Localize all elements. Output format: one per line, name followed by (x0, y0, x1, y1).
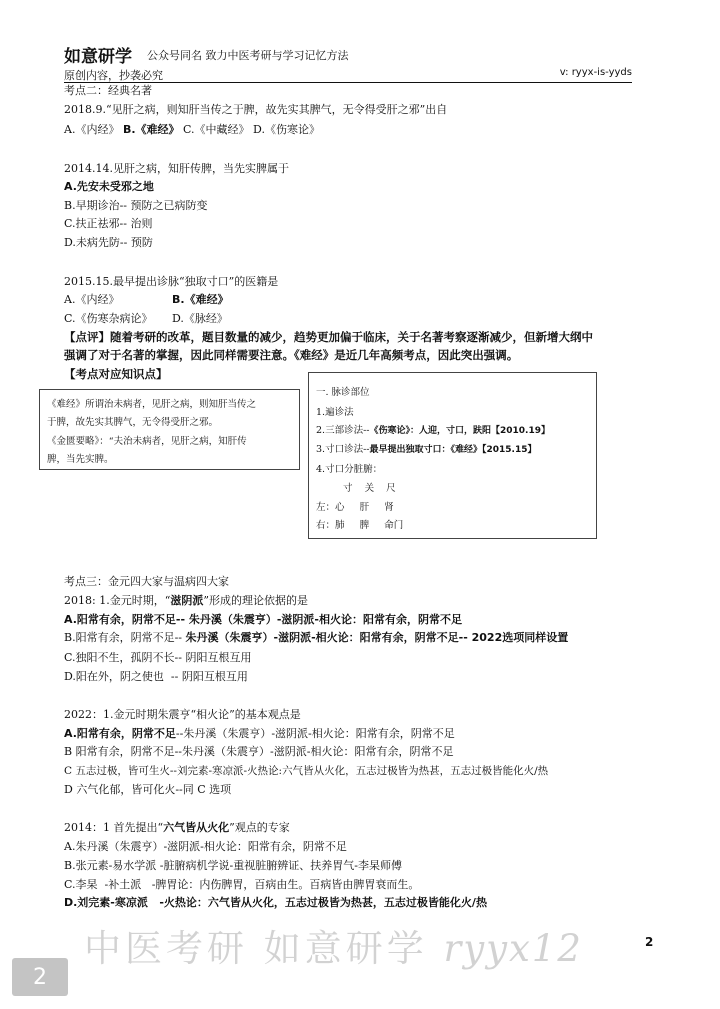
s3-q2014-stem (64, 821, 290, 835)
q2014-option-c: C.扶正祛邪-- 治则 (64, 217, 153, 230)
box-right-line-2 (316, 422, 550, 436)
s3-q2022-option-c: C 五志过极，皆可生火--刘完素-寒凉派-火热论:六气皆从火化，五志过极皆为热甚，五志过极皆能化火/热 (64, 765, 549, 777)
header-slogan: 公众号同名 致力中医考研与学习记忆方法 (147, 49, 349, 62)
box-left-line-4: 脾，当先实脾。 (47, 454, 114, 465)
s3-q2022-option-d: D 六气化郁，皆可化火--同 C 选项 (64, 783, 232, 796)
s3-q2018-option-b (64, 631, 568, 645)
box-right-line-2-label: 2.三部诊法-- (316, 425, 370, 436)
box-left-line-1: 《难经》所谓治未病者，见肝之病，则知肝当传之 (47, 399, 257, 410)
s3-q2014-option-a: A.朱丹溪（朱震亨）-滋阴派-相火论：阳常有余，阴常不足 (64, 840, 347, 853)
q2014-stem: 2014.14.见肝之病，知肝传脾，当先实脾属于 (64, 162, 289, 175)
knowledge-title: 【考点对应知识点】 (64, 367, 168, 381)
header-brand: 如意研学 (64, 47, 132, 67)
s3-q2022-option-b: B 阳常有余，阴常不足--朱丹溪（朱震亨）-滋阴派-相火论：阳常有余，阴常不足 (64, 745, 454, 758)
q2018-option-cd: C.《中藏经》 D.《伤寒论》 (183, 123, 320, 136)
s3-q2014-option-b: B.张元素-易水学派 -脏腑病机学说-重视脏腑辨证、扶养胃气-李杲师傅 (64, 859, 402, 872)
box-right-row-left: 左：心 肝 肾 (316, 502, 394, 513)
s3-q2018-stem-post: ”形成的理论依据的是 (203, 594, 308, 607)
header-rule (64, 82, 632, 83)
q2014-option-b: B.早期诊治-- 预防之已病防变 (64, 199, 208, 212)
box-right-line-3 (316, 441, 536, 455)
s3-q2018-option-a: A.阳常有余，阴常不足-- 朱丹溪（朱震亨）-滋阴派-相火论：阳常有余，阴常不足 (64, 613, 462, 626)
q2015-stem: 2015.15.最早提出诊脉“独取寸口”的医籍是 (64, 275, 279, 288)
box-right-title: 一. 脉诊部位 (316, 387, 370, 398)
s3-q2022-option-a-bold: A.阳常有余，阴常不足 (64, 727, 176, 740)
s3-q2014-stem-pre: 2014：1 首先提出“ (64, 821, 164, 834)
s3-q2018-stem-bold: 滋阴派 (170, 594, 204, 607)
header-original-notice: 原创内容，抄袭必究 (64, 69, 163, 82)
knowledge-box-right (308, 372, 597, 539)
box-right-line-3-detail: 最早提出独取寸口：《难经》【2015.15】 (369, 445, 537, 455)
comment-paragraph (64, 328, 654, 364)
q2015-option-a: A.《内经》 (64, 293, 120, 306)
box-right-line-4: 4.寸口分脏腑： (316, 464, 383, 475)
knowledge-box-left (39, 389, 300, 470)
q2018-options (64, 123, 320, 137)
box-right-row-positions: 寸 关 尺 (343, 483, 396, 494)
section3-title: 考点三：金元四大家与温病四大家 (64, 575, 229, 588)
s3-q2014-option-d: D.刘完素-寒凉派 -火热论：六气皆从火化，五志过极皆为热甚，五志过极皆能化火/热 (64, 896, 487, 909)
page-number: 2 (645, 935, 654, 949)
s3-q2022-stem: 2022：1.金元时期朱震亨“相火论”的基本观点是 (64, 708, 301, 721)
q2014-option-a: A.先安未受邪之地 (64, 180, 154, 193)
s3-q2022-option-a-rest: --朱丹溪（朱震亨）-滋阴派-相火论：阳常有余，阴常不足 (175, 727, 455, 740)
box-right-line-1: 1.遍诊法 (316, 407, 354, 418)
box-left-line-3: 《金匮要略》：“夫治未病者，见肝之病，知肝传 (47, 436, 247, 447)
s3-q2018-option-c: C.独阳不生，孤阴不长-- 阴阳互根互用 (64, 651, 252, 664)
s3-q2022-option-a (64, 727, 455, 741)
footer-watermark-latin: ryyx12 (443, 927, 583, 970)
q2018-option-a: A.《内经》 (64, 123, 120, 136)
header-contact: v: ryyx-is-yyds (559, 67, 632, 78)
section2-title: 考点二：经典名著 (64, 84, 152, 97)
footer-watermark-cn: 中医考研 如意研学 (84, 927, 428, 970)
q2018-stem: 2018.9.“见肝之病，则知肝当传之于脾，故先实其脾气，无令得受肝之邪”出自 (64, 103, 448, 116)
box-right-line-3-label: 3.寸口诊法-- (316, 444, 370, 455)
footer-watermark (84, 918, 583, 972)
box-right-row-right: 右：肺 脾 命门 (316, 520, 404, 531)
s3-q2018-option-b-bold: 朱丹溪（朱震亨）-滋阴派-相火论：阳常有余，阴常不足-- 2022选项同样设置 (185, 631, 569, 644)
s3-q2018-option-d: D.阳在外，阴之使也 -- 阴阳互根互用 (64, 670, 248, 683)
q2015-option-b: B.《难经》 (172, 293, 229, 306)
q2015-option-c: C.《伤寒杂病论》 (64, 312, 153, 325)
s3-q2014-stem-bold: 六气皆从火化 (163, 821, 230, 834)
comment-line-1: 【点评】随着考研的改革，题目数量的减少，趋势更加偏于临床，关于名著考察逐渐减少，但新增大纲中 (64, 330, 593, 344)
q2018-option-b: B.《难经》 (122, 123, 180, 136)
q2014-option-d: D.未病先防-- 预防 (64, 236, 153, 249)
box-left-line-2: 于脾，故先实其脾气，无令得受肝之邪。 (47, 417, 219, 428)
s3-q2014-stem-post: ”观点的专家 (229, 821, 290, 834)
s3-q2018-option-b-pre: B.阳常有余，阴常不足-- (64, 631, 186, 644)
comment-line-2: 强调了对于名著的掌握，因此同样需要注意。《难经》是近几年高频考点，因此突出强调。 (64, 348, 519, 362)
s3-q2018-stem-pre: 2018: 1.金元时期，“ (64, 594, 171, 607)
s3-q2018-stem (64, 594, 308, 608)
box-right-line-2-detail: 《伤寒论》：人迎，寸口，趺阳【2010.19】 (369, 426, 550, 436)
page-indicator-badge[interactable]: 2 (12, 958, 68, 996)
q2015-option-d: D.《脉经》 (172, 312, 228, 325)
s3-q2014-option-c: C.李杲 -补土派 -脾胃论：内伤脾胃，百病由生。百病皆由脾胃衰而生。 (64, 878, 420, 891)
